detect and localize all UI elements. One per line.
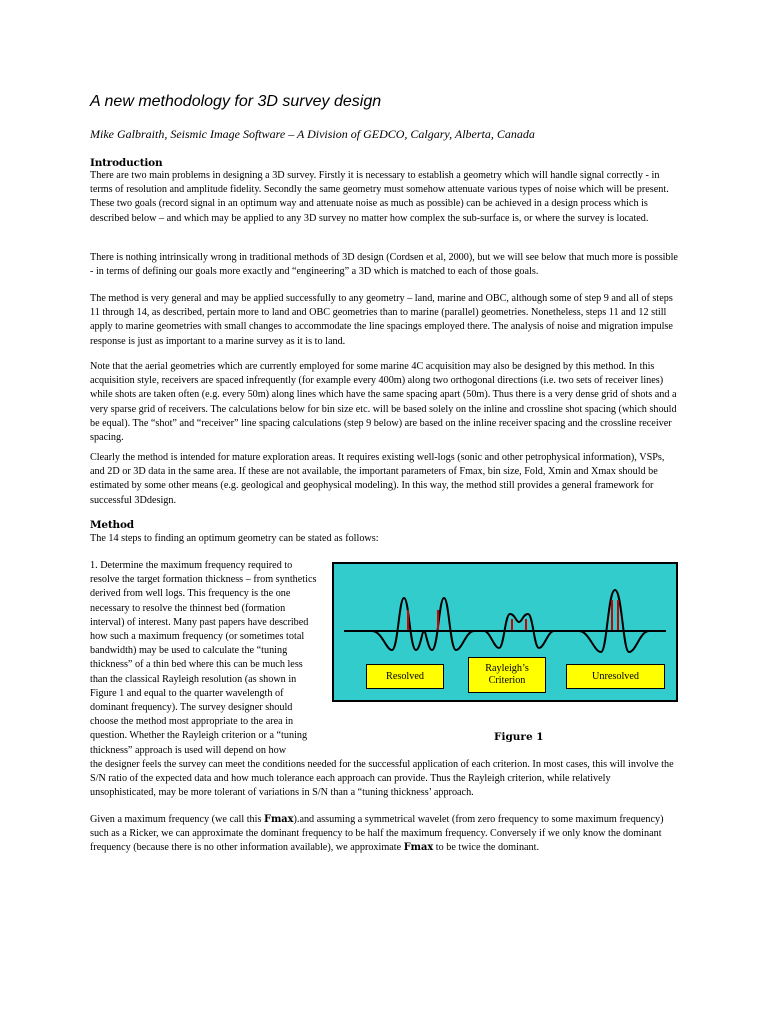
intro-paragraph-4: Note that the aerial geometries which are currently employed for some marine 4C acquisition may also be designed by this method. In this acquisition style, receivers are spaced infrequently (for example every 400m) along two orthogonal directions (i.e. two sets of receiver lines) while shots are taken often (e.g. every 50m) along lines which have the same spacing apart (50m). Thus there is a very dense grid of shots and a very sparse grid of receivers. The calculations below for bin size etc. will be based solely on the inline and crossline shot spacing (which should be equal). The “shot” and “receiver” line spacing calculations (step 9 below) are based on the inline receiver spacing and the crossline receiver spacing. [90, 361, 677, 444]
method-paragraph-fmax [90, 813, 678, 856]
paper-title: A new methodology for 3D survey design [90, 93, 382, 110]
author-affiliation: Mike Galbraith, Seismic Image Software – A Division of GEDCO, Calgary, Alberta, Canada [90, 127, 535, 141]
resolved-label: Resolved [366, 664, 444, 689]
unresolved-label: Unresolved [566, 664, 665, 689]
method-step-1-wrapped: 1. Determine the maximum frequency required to resolve the target formation thickness – from synthetics derived from well logs. This frequency is the one necessary to resolve the thinnest bed (formation interval) of interest. Many past papers have described how such a maximum frequency (or sometimes total bandwidth) may be used to calculate the “tuning thickness” of a thin bed where this can be much less than the classical Rayleigh resolution (as shown in Figure 1 and equal to the quarter wavelength of dominant frequency). The survey designer should choose the method most appropriate to the area in question. Whether the Rayleigh criterion or a “tuning thickness” approach is used will depend on how [90, 560, 317, 756]
method-paragraph-1: The 14 steps to finding an optimum geometry can be stated as follows: [90, 533, 379, 544]
introduction-heading: Introduction [90, 157, 163, 169]
fmax-text-1: Given a maximum frequency (we call this [90, 814, 264, 825]
fmax-bold-1: Fmax [263, 814, 294, 825]
method-step-1-continued: the designer feels the survey can meet the conditions needed for the successful application of each criterion. In most cases, this will involve the S/N ratio of the expected data and how much tolerance each approach can provide. Thus the Rayleigh criterion, while relatively unsophisticated, may be more tolerant of variations in S/N than a “tuning thickness’ approach. [90, 759, 674, 799]
rayleigh-label-line-2: Criterion [488, 675, 526, 686]
fmax-text-2: ).and assuming a symmetrical wavelet (from zero frequency to some maximum frequency) such as a Ricker, we can approximate the dominant frequency to be half the maximum frequency. Conversely if we only know the dominant frequency (because there is no other information available), we approximate [90, 814, 664, 854]
resolved-wavelet [372, 598, 474, 650]
intro-paragraph-1: There are two main problems in designing a 3D survey. Firstly it is necessary to establish a geometry which will handle signal correctly - in terms of resolution and amplitude fidelity. Secondly the same geometry must somehow attenuate various types of noise which will be present. These two goals (record signal in an optimum way and attenuate noise as much as possible) can be achieved in a design process which is described below – and which may be applied to any 3D survey no matter how complex the sub-surface is, or where the survey is located. [90, 170, 669, 224]
rayleigh-label-line-1: Rayleigh’s [485, 663, 529, 674]
unresolved-wavelet [579, 590, 649, 652]
figure-1-resolution-diagram [332, 562, 678, 702]
rayleigh-criterion-label [468, 657, 546, 693]
intro-paragraph-5: Clearly the method is intended for mature exploration areas. It requires existing well-logs (sonic and other petrophysical information), VSPs, and 2D or 3D data in the same area. If these are not available, the important parameters of Fmax, bin size, Fold, Xmin and Xmax should be estimated by some other means (e.g. geological and geophysical modeling). In this way, the method still provides a general framework for successful 3Ddesign. [90, 452, 665, 506]
fmax-text-3: to be twice the dominant. [433, 842, 540, 854]
intro-paragraph-2: There is nothing intrinsically wrong in traditional methods of 3D design (Cordsen et al, 2000), but we will see below that much more is possible - in terms of defining our goals more exactly and “engineering” a 3D which is matched to each of those goals. [90, 252, 678, 278]
fmax-bold-2: Fmax [403, 842, 434, 854]
method-heading: Method [90, 519, 134, 531]
figure-caption: Figure 1 [494, 731, 544, 743]
intro-paragraph-3: The method is very general and may be applied successfully to any geometry – land, marine and OBC, although some of step 9 and all of steps 11 through 14, as described, pertain more to land and OBC geometries than to marine (parallel) geometries. Nonetheless, steps 11 and 12 still apply to marine geometries with small changes to accommodate the line spacings employed there. The analysis of noise and migration impulse response is just as important to a marine survey as it is to land. [90, 293, 673, 347]
